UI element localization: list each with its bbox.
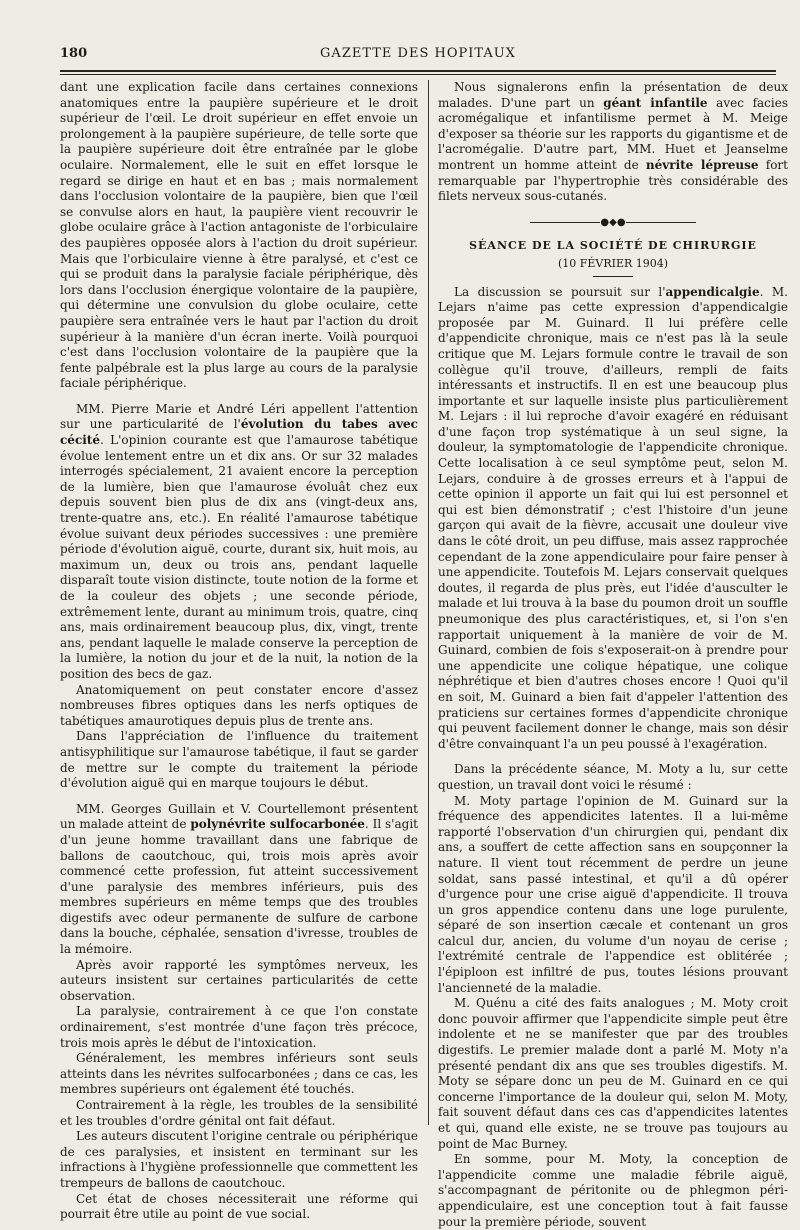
paragraph: La paralysie, contrairement à ce que l'on constate ordinairement, s'est montrée d'une façon très précoce, trois mois après le début de l'intoxication.: [60, 1004, 418, 1050]
header-rule-thin: [60, 74, 776, 75]
paragraph: Nous signalerons enfin la présentation de deux malades. D'une part un géant infantile avec facies acromégalique et infantilisme permet à M. Meige d'exposer sa théorie sur les rapports du gigantisme et de l'acromégalie. D'autre part, MM. Huet et Jeanselme montrent un homme atteint de névrite lépreuse fort remarquable par l'hypertrophie très considérable des filets nerveux sous-cutanés.: [438, 80, 788, 204]
paragraph: En somme, pour M. Moty, la conception de l'appendicite comme une maladie fébrile aiguë, s'accompagnant de péritonite ou de phlegmon péri-appendiculaire, est une conception tout à fait fausse pour la première période, souvent: [438, 1152, 788, 1229]
paragraph: Dans la précédente séance, M. Moty a lu, sur cette question, un travail dont voici le résumé :: [438, 762, 788, 792]
section-date: (10 FÉVRIER 1904): [557, 256, 669, 270]
bold-term: géant infantile: [603, 95, 708, 110]
bold-term: appendicalgie: [665, 284, 760, 299]
paragraph: MM. Pierre Marie et André Léri appellent l'attention sur une particularité de l'évolution du tabes avec cécité. L'opinion courante est que l'amaurose tabétique évolue lentement entre un et dix ans. Or sur 32 malades interrogés spécialement, 21 avaient encore la perception de la lumière, bien que l'amaurose évoluât chez eux depuis souvent bien plus de dix ans (vingt-deux ans, trente-quatre ans, etc.). En réalité l'amaurose tabétique évolue suivant deux périodes successives : une première période d'évolution aiguë, courte, durant six, huit mois, au maximum un, deux ou trois ans, pendant laquelle disparaît toute vision distincte, toute notion de la forme et de la couleur des objets ; une seconde période, extrêmement lente, durant au minimum trois, quatre, cinq ans, mais ordinairement beaucoup plus, dix, vingt, trente ans, pendant laquelle le malade conserve la perception de la lumière, la notion du jour et de la nuit, la notion de la position des becs de gaz.: [60, 401, 418, 681]
column-divider: [428, 80, 429, 1125]
paragraph: Cet état de choses nécessiterait une réforme qui pourrait être utile au point de vue social.: [60, 1191, 418, 1222]
section-title: SÉANCE DE LA SOCIÉTÉ DE CHIRURGIE: [469, 239, 757, 253]
paragraph: Contrairement à la règle, les troubles de la sensibilité et les troubles d'ordre génital ont fait défaut.: [60, 1098, 418, 1128]
right-column: [438, 80, 788, 1230]
paragraph: MM. Georges Guillain et V. Courtellemont présentent un malade atteint de polynévrite sulfocarbonée. Il s'agit d'un jeune homme travaillant dans une fabrique de ballons de caoutchouc, qui, trois mois après avoir commencé cette profession, fut atteint successivement d'une paralysie des membres inférieurs, puis des membres supérieurs en même temps que des troubles digestifs avec odeur permanente de sulfure de carbone dans la bouche, céphalée, sensation d'ivresse, troubles de la mémoire.: [60, 801, 418, 957]
section-rule: [593, 276, 633, 277]
paragraph: Dans l'appréciation de l'influence du traitement antisyphilitique sur l'amaurose tabétique, il faut se garder de mettre sur le compte du traitement la période d'évolution aiguë qui en marque toujours le début.: [60, 729, 418, 791]
bold-term: évolution du tabes avec cécité: [60, 417, 418, 448]
page-header: [60, 46, 776, 66]
paragraph: Généralement, les membres inférieurs sont seuls atteints dans les névrites sulfocarbonées ; dans ce cas, les membres supérieurs ont également été touchés.: [60, 1051, 418, 1097]
paragraph: Après avoir rapporté les symptômes nerveux, les auteurs insistent sur certaines particularités de cette observation.: [60, 957, 418, 1003]
paragraph: M. Quénu a cité des faits analogues ; M. Moty croit donc pouvoir affirmer que l'appendicite simple peut être indolente et ne se manifester que par des troubles digestifs. Le premier malade dont a parlé M. Moty n'a présenté pendant dix ans que ses troubles digestifs. M. Moty se sépare donc un peu de M. Guinard en ce qui concerne l'importance de la douleur qui, selon M. Moty, fait souvent défaut dans ces cas d'appendicites latentes et qui, quand elle existe, ne se trouve pas toujours au point de Mac Burney.: [438, 996, 788, 1151]
bold-term: polynévrite sulfocarbonée: [190, 817, 365, 832]
header-rule: [60, 70, 776, 72]
journal-title: GAZETTE DES HOPITAUX: [320, 46, 516, 61]
paragraph: Les auteurs discutent l'origine centrale ou périphérique de ces paralysies, et insistent en terminant sur les infractions à l'hygiène professionnelle que commettent les trempeurs de ballons de caoutchouc.: [60, 1129, 418, 1190]
paragraph: dant une explication facile dans certaines connexions anatomiques entre la paupière supérieure et le droit supérieur de l'œil. Le droit supérieur en effet envoie un prolongement à la paupière supérieure, de telle sorte que la paupière supérieure doit être entraînée par le globe oculaire. Normalement, elle le suit en effet lorsque le regard se dirige en haut et en bas ; mais normalement dans l'occlusion volontaire de la paupière, bien que l'œil se convulse alors en haut, la paupière vient recouvrir le globe oculaire grâce à l'action antagoniste de l'orbiculaire des paupières opposée alors à l'action du droit supérieur. Mais que l'orbiculaire vienne à être paralysé, et c'est ce qui se produit dans la paralysie faciale périphérique, dès lors dans l'occlusion énergique volontaire de la paupière, qui détermine une convulsion du globe oculaire, cette paupière sera entraînée vers le haut par l'action du droit supérieur à la manière d'un écran inerte. Voilà pourquoi c'est dans l'occlusion volontaire de la paupière que la fente palpébrale est la plus large au cours de la paralysie faciale périphérique.: [60, 80, 418, 391]
page-number: 180: [60, 46, 88, 61]
paragraph: M. Moty partage l'opinion de M. Guinard sur la fréquence des appendicites latentes. Il a lui-même rapporté l'observation d'un chirurgien qui, pendant dix ans, a souffert de cette affection sans en soupçonner la nature. Il vient tout récemment de perdre un jeune soldat, sans passé intestinal, et qu'il a dû opérer d'urgence pour une crise aiguë d'appendicite. Il trouva un gros appendice contenu dans une loge purulente, séparé de son insertion cæcale et contenant un gros calcul dur, ancien, du volume d'un noyau de cerise ; l'extrémité centrale de l'appendice est oblitérée ; l'épiploon est infiltré de pus, toutes lésions prouvant l'ancienneté de la maladie.: [438, 793, 788, 995]
left-column: [60, 80, 418, 1223]
section-ornament: ●◆●: [438, 215, 788, 231]
paragraph: Anatomiquement on peut constater encore d'assez nombreuses fibres optiques dans les nerfs optiques de tabétiques amaurotiques depuis plus de trente ans.: [60, 682, 418, 728]
paragraph: La discussion se poursuit sur l'appendicalgie. M. Lejars n'aime pas cette expression d'appendicalgie proposée par M. Guinard. Il lui préfère celle d'appendicite chronique, mais ce n'est pas là la seule critique que M. Lejars formule contre le travail de son collègue qu'il trouve, d'ailleurs, rempli de faits intéressants et instructifs. Il en est une beaucoup plus importante et sur laquelle insiste plus particulièrement M. Lejars : il lui reproche d'avoir exagéré en réduisant d'une façon trop systématique à un seul signe, la douleur, la symptomatologie de l'appendicite chronique. Cette localisation à ce seul symptôme peut, selon M. Lejars, conduire à de grosses erreurs et à l'appui de cette opinion il apporte un fait qui lui est personnel et qui est bien démonstratif ; c'est l'histoire d'un jeune garçon qui avait de la fièvre, accusait une douleur vive dans le côté droit, un peu diffuse, mais assez rapprochée cependant de la zone appendiculaire pour faire penser à une appendicite. Toutefois M. Lejars conservait quelques doutes, il regarda de plus près, eut l'idée d'ausculter le malade et lui trouva à la base du poumon droit un souffle pneumonique des plus caractéristiques, et, si l'on s'en rapportait uniquement à la manière de voir de M. Guinard, combien de fois s'exposerait-on à prendre pour une appendicite une colique hépatique, une colique néphrétique et bien d'autres choses encore ! Quoi qu'il en soit, M. Guinard a bien fait d'appeler l'attention des praticiens sur certaines formes d'appendicite chronique qui peuvent facilement donner le change, mais son désir d'être convainquant l'a un peu poussé à l'exagération.: [438, 284, 788, 751]
bold-term: névrite lépreuse: [645, 157, 759, 172]
